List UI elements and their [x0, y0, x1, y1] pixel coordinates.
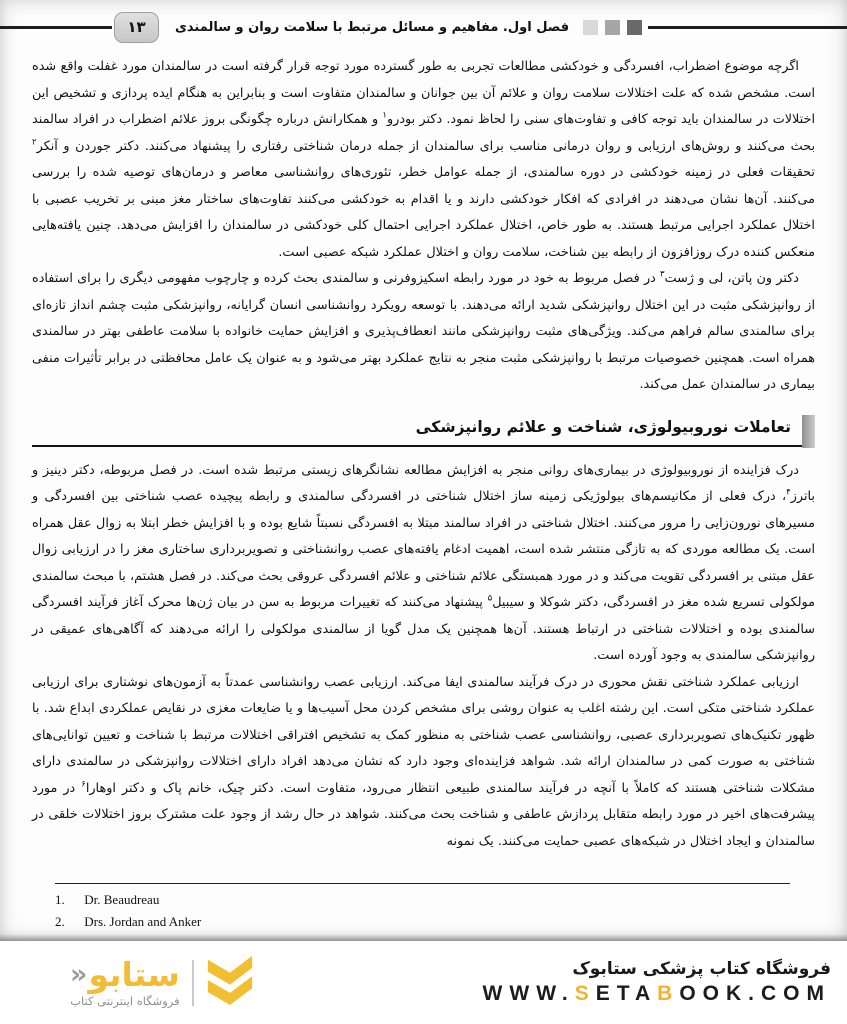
footer-store-info — [483, 959, 831, 1006]
section-heading-text: تعاملات نوروبیولوژی، شناخت و علائم روانپزشکی — [415, 417, 791, 436]
page-number: ۱۳ — [127, 18, 146, 36]
section-heading — [32, 414, 815, 447]
footnote-1-number: 1. — [55, 892, 65, 907]
footnote-1 — [55, 889, 790, 911]
paragraph-1: اگرچه موضوع اضطراب، افسردگی و خودکشی مطالعات تجربی به طور گسترده مورد توجه قرار گرفته است در سالمندان مورد غفلت واقع شده است. مشخص شده که علت اختلالات سلامت روان و علائم آن بین جوانان و سالمندان متفاوت است و بنابراین به هنگام ایده پردازی و تشخیص این اختلالات در سالمندان باید توجه کافی و تفاوت‌های سنی را لحاظ نمود. دکتر بودرو$^۱$ و همکارانش درباره چگونگی بروز علائم اضطراب در افراد سالمند بحث می‌کنند و روش‌های ارزیابی و روان درمانی مناسب برای سالمندان از جمله درمان شناختی رفتاری را پیشنهاد می‌کنند. دکتر جوردن و آنکر$^۲$ تحقیقات فعلی در زمینه خودکشی در دوره سالمندی، از جمله عوامل خطر، تئوری‌های روانشناسی معاصر و درمان‌های توصیه شده را بررسی می‌کنند. آن‌ها نشان می‌دهند در افرادی که افکار خودکشی دارند و یا اقدام به خودکشی می‌کنند تفاوت‌های ساختار مغز مبنی بر تخریب عصبی با اختلال عملکرد اجرایی مرتبط هستند. به طور خاص، اختلال عملکرد اجرایی احتمال کلی خودکشی در سالمندان را افزایش می‌دهد. چنین یافته‌هایی منعکس کننده درک روزافزون از رابطه بین شناخت، سلامت روان و اختلال عملکرد شبکه عصبی است. — [32, 59, 815, 260]
deco-square-light — [583, 20, 598, 35]
page-number-box — [114, 12, 159, 43]
header-deco-squares — [583, 20, 642, 35]
footnote-2 — [55, 911, 790, 933]
footnote-1-text: Dr. Beaudreau — [84, 892, 160, 907]
logo-wordmark-main: ستابو — [88, 954, 180, 994]
footnote-2-number: 2. — [55, 914, 65, 929]
footnotes — [55, 883, 790, 934]
setabook-logo — [70, 954, 254, 1012]
chapter-title: فصل اول. مفاهیم و مسائل مرتبط با سلامت روان و سالمندی — [175, 19, 570, 35]
footnote-separator-rule — [55, 883, 790, 885]
header-rule-left — [0, 26, 112, 29]
header-rule-right — [648, 26, 847, 29]
logo-chevron-glyph: « — [70, 958, 88, 990]
page-header — [0, 0, 847, 42]
logo-text-block — [70, 954, 180, 1008]
paragraph-4: ارزیابی عملکرد شناختی نقش محوری در درک فرآیند سالمندی ایفا می‌کند. ارزیابی عصب روانشناسی عمدتاً به آزمون‌های نوشتاری برای ارزیابی عملکرد شناختی متکی است. این رشته اغلب به عنوان روشی برای مشخص کردن محل آسیب‌ها و یا ضایعات مغزی در نقایص عملکردی ابداع شد. با ظهور تکنیک‌های تصویربرداری عصبی، روانشناسی عصب شناختی به منظور کمک به تشخیص افتراقی اختلالات مرتبط با شناخت و تعیین توانایی‌های شناختی به صورت کمی در سالمندان ارائه شد. شواهد فزاینده‌ای وجود دارد که نشان می‌دهد افراد دارای اختلالات روانپزشکی در سالمندی دارای مشکلات شناختی هستند که کاملاً با آنچه در فرآیند سالمندی طبیعی انتظار می‌رود، متفاوت است. دکتر چیک، خانم پاک و دکتر اوهارا$^۶$ در مورد پیشرفت‌های اخیر در مورد رابطه متقابل پردازش عاطفی و شناخت بحث می‌کنند. شواهد در حال رشد از وجود علت مشترک بروز اختلالات خلقی در سالمندان و ایجاد اختلال در شبکه‌های عصبی حمایت می‌کنند. یک نمونه — [32, 674, 815, 849]
body-text-column — [0, 42, 847, 855]
store-url: WWW.SETABOOK.COM — [482, 982, 831, 1005]
deco-square-dark — [627, 20, 642, 35]
logo-divider — [192, 960, 194, 1006]
heading-marker-bar — [802, 415, 815, 448]
paragraph-3: درک فزاینده از نوروبیولوژی در بیماری‌های روانی منجر به افزایش مطالعه نشانگرهای زیستی مرتبط شده است. در فصل مربوطه، دکتر دینیز و باترز$^۴$، درک فعلی از مکانیسم‌های بیولوژیکی زمینه ساز اختلال شناختی در افسردگی سالمندی و رابطه پیچیده عصب شناختی بین افسردگی و مسیرهای نورون‌زایی را مرور می‌کنند. اختلال شناختی در افراد سالمند مبتلا به افسردگی نسبتاً شایع بوده و با افزایش خطر ابتلا به زوال عقل همراه است. یک مطالعه موردی که به تازگی منتشر شده است، اهمیت ادغام یافته‌های عصب روانشناختی و تصویربرداری ساختاری مغز را در ارزیابی زوال عقل مبتنی بر افسردگی تقویت می‌کند و در مورد همبستگی علائم شناختی و علائم افسردگی عروقی بحث می‌کند. در فصل هشتم، با مبحث سالمندی مولکولی تسریع شده مغز در افسردگی، دکتر شوکلا و سیبیل$^۵$ پیشنهاد می‌کنند که تغییرات مربوط به سن در بیان ژن‌ها محرک آغاز فرآیند افسردگی سالمندی بوده و اختلالات شناختی در ارتباط هستند. آن‌ها همچنین یک مدل گویا از سالمندی مولکولی را ارائه می‌دهند که آگاهی‌های عمیقی در روانپزشکی سالمندی به وجود آورده است. — [32, 462, 816, 663]
deco-square-mid — [605, 20, 620, 35]
logo-tagline: فروشگاه اینترنتی کتاب — [70, 993, 180, 1008]
store-title: فروشگاه کتاب پزشکی ستابوک — [572, 959, 831, 979]
setabook-emblem-icon — [206, 954, 254, 1012]
publisher-footer — [0, 941, 847, 1024]
paragraph-2: دکتر ون پاتن، لی و ژست$^۳$ در فصل مربوط به خود در مورد رابطه اسکیزوفرنی و سالمندی بحث کرده و چارچوب مفهومی دیگری را برای استفاده از روانپزشکی مثبت در این اختلال روانپزشکی شدید ارائه می‌دهند. با توسعه رویکرد روانشناسی انسان گرایانه، روانپزشکی مثبت چشم انداز تازه‌ای برای سالمندی سالم فراهم می‌کند. ویژگی‌های مثبت روانپزشکی مانند انعطاف‌پذیری و افزایش حمایت خانواده با سلامت عاطفی بهتر در سالمندی همراه است. همچنین خصوصیات مرتبط با روانپزشکی مثبت منجر به نتایج عملکرد بهتر می‌شود و به عنوان یک عامل محافظتی در برابر تأثیرات منفی بیماری در سالمندان عمل می‌کند. — [32, 269, 815, 392]
footnote-2-text: Drs. Jordan and Anker — [84, 914, 202, 929]
logo-wordmark — [70, 954, 180, 994]
